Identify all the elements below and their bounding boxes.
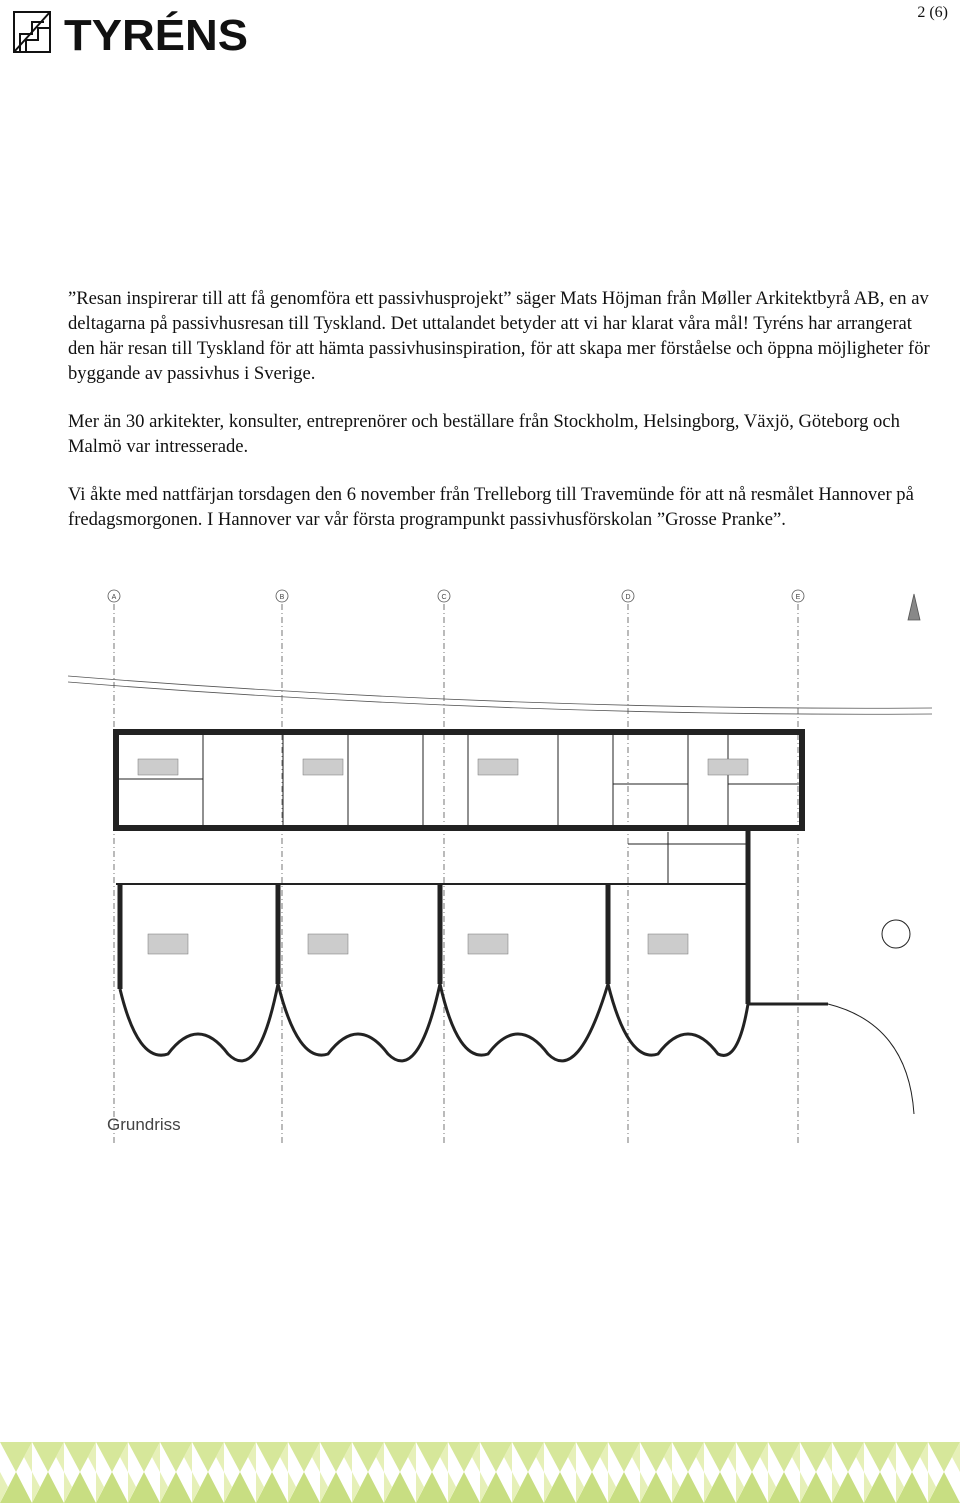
axis-label: E xyxy=(795,594,801,601)
paragraph: Vi åkte med nattfärjan torsdagen den 6 november från Trelleborg till Travemünde för att nå resmålet Hannover på fredagsmorgonen. I Hannover var vår första programpunkt passivhusförskolan ”Grosse Pranke”. xyxy=(68,484,914,530)
tyrens-logo xyxy=(12,8,252,56)
paragraph: ”Resan inspirerar till att få genomföra ett passivhusprojekt” säger Mats Höjman från Møller Arkitektbyrå AB, en av deltagarna på passivhusresan till Tyskland. Det uttalandet betyder att vi har klarat våra mål! Tyréns har arrangerat den här resan till Tyskland för att hämta passivhusinspiration, för att skapa mer förståelse och öppna möjligheter för byggande av passivhus i Sverige. xyxy=(68,288,930,384)
page-number: 2 (6) xyxy=(917,4,948,21)
floor-plan-caption: Grundriss xyxy=(107,1115,181,1134)
axis-label: D xyxy=(625,594,631,601)
floor-plan-drawing xyxy=(68,584,932,1150)
brand-wordmark: TYRÉNS xyxy=(64,11,243,56)
paragraph: Mer än 30 arkitekter, konsulter, entreprenörer och beställare från Stockholm, Helsingborg, Växjö, Göteborg och Malmö var intresserade. xyxy=(68,411,900,457)
axis-label: A xyxy=(111,594,117,601)
axis-label: B xyxy=(279,594,285,601)
footer-pattern xyxy=(0,1442,960,1503)
article-body xyxy=(68,286,938,555)
axis-label: C xyxy=(441,594,447,601)
